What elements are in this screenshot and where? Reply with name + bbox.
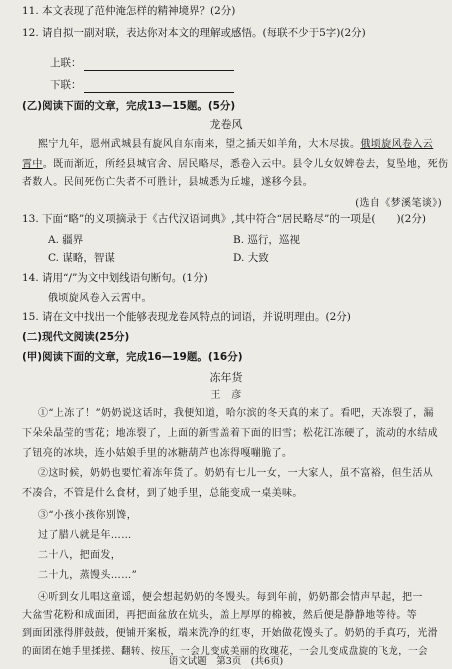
xialian-blank[interactable] bbox=[84, 81, 234, 93]
passage-yi-2a: 霄中 bbox=[22, 159, 43, 170]
passage-jia-p1-line3: 了钮亮的冰块，连小姑娘手里的冰糖葫芦也冻得嘎嘣脆了。 bbox=[22, 448, 293, 459]
question-11: 11. 本文表现了范仲淹怎样的精神境界？(2分) bbox=[22, 5, 236, 17]
question-12: 12. 请自拟一副对联，表达你对本文的理解或感悟。(每联不少于5字)(2分) bbox=[22, 27, 366, 39]
passage-jia-p7-line4: 的面团在她手里揉搓、翻转、按压，一会儿变成美丽的玫瑰花，一会儿变成盘旋的飞龙，一会 bbox=[22, 646, 428, 657]
passage-jia-p3: ③“小孩小孩你别馋， bbox=[38, 510, 138, 521]
passage-yi-2b: 。既而渐近，所经县城官舍、居民略尽，悉卷入云中。县令儿女奴婢卷去，复坠地，死伤 bbox=[42, 159, 449, 170]
section-yi-heading: (乙)阅读下面的文章，完成13—15题。(5分) bbox=[22, 100, 236, 112]
passage-jia-p2-line2: 不凑合，不管是什么食材，到了她手里，总能变成一桌美味。 bbox=[22, 488, 303, 499]
passage-jia-p1-line1: ①“上冻了！”奶奶说这话时，我便知道，哈尔滨的冬天真的来了。看吧，天冻裂了，漏 bbox=[38, 408, 434, 419]
q13-option-d[interactable]: D. 大致 bbox=[233, 252, 269, 264]
passage-jia-p2-line1: ②这时候，奶奶也要忙着冻年货了。奶奶有七儿一女，一大家人，虽不富裕，但生活从 bbox=[38, 468, 434, 479]
xialian-line bbox=[50, 78, 234, 93]
q13-option-a[interactable]: A. 疆界 bbox=[48, 234, 84, 246]
shanglian-label: 上联： bbox=[50, 57, 82, 69]
question-13: 13. 下面“略”的义项摘录于《古代汉语词典》,其中符合“居民略尽”的一项是( )(2分) bbox=[22, 213, 426, 225]
q13-option-c[interactable]: C. 谋略，智谋 bbox=[48, 252, 115, 264]
question-14-text: 俄顷旋风卷入云霄中。 bbox=[48, 293, 152, 304]
passage-jia-p7-line3: 到面团涨得胖鼓鼓，便铺开案板，端来洗净的红枣，开始做花馒头了。奶奶的手真巧，光滑 bbox=[22, 628, 438, 639]
section-jia-heading: (甲)阅读下面的文章，完成16—19题。(16分) bbox=[22, 351, 243, 363]
passage-jia-p5: 二十八，把面发， bbox=[38, 550, 122, 561]
title-jia: 冻年货 bbox=[209, 371, 243, 384]
xialian-label: 下联： bbox=[50, 79, 82, 91]
author: 王 彦 bbox=[210, 390, 242, 401]
passage-jia-p7-line2: 大盆雪花粉和成面团，再把面盆放在炕头，盖上厚厚的棉被，然后便是静静地等待。等 bbox=[22, 610, 418, 621]
title-yi: 龙卷风 bbox=[209, 118, 243, 131]
question-14: 14. 请用“/”为文中划线语句断句。(1分) bbox=[22, 272, 208, 284]
passage-yi-source: (选自《梦溪笔谈》) bbox=[355, 198, 442, 209]
passage-jia-p6: 二十九，蒸馒头……” bbox=[38, 570, 138, 581]
passage-jia-p1-line2: 下朵朵晶莹的雪花；地冻裂了，上面的新雪盖着下面的旧雪；松花江冻硬了，流动的水结成 bbox=[22, 428, 438, 439]
section-two-heading: (二)现代文阅读(25分) bbox=[22, 331, 130, 343]
shanglian-line bbox=[50, 56, 234, 71]
shanglian-blank[interactable] bbox=[84, 59, 234, 71]
page-footer: 语文试题 第3页 (共6页) bbox=[168, 656, 284, 667]
passage-jia-p4: 过了腊八就是年…… bbox=[38, 530, 132, 541]
passage-jia-p7-line1: ④听到女儿唱这童谣，便会想起奶奶的冬馒头。每到年前，奶奶都会情声早起，把一 bbox=[38, 592, 423, 603]
passage-yi-line-2 bbox=[22, 157, 448, 172]
passage-yi-1a: 熙宁九年，恩州武城县有旋风自东南来，望之插天如羊角，大木尽拔。 bbox=[38, 139, 361, 150]
passage-yi-line-3: 者数人。民间死伤亡失者不可胜计，县城悉为丘墟，遂移今县。 bbox=[22, 177, 314, 188]
q13-option-b[interactable]: B. 巡行，巡视 bbox=[233, 234, 300, 246]
question-15: 15. 请在文中找出一个能够表现龙卷风特点的词语，并说明理由。(2分) bbox=[22, 311, 351, 323]
passage-yi-1b: 俄顷旋风卷入云 bbox=[360, 139, 434, 150]
passage-yi-line-1 bbox=[38, 137, 433, 152]
